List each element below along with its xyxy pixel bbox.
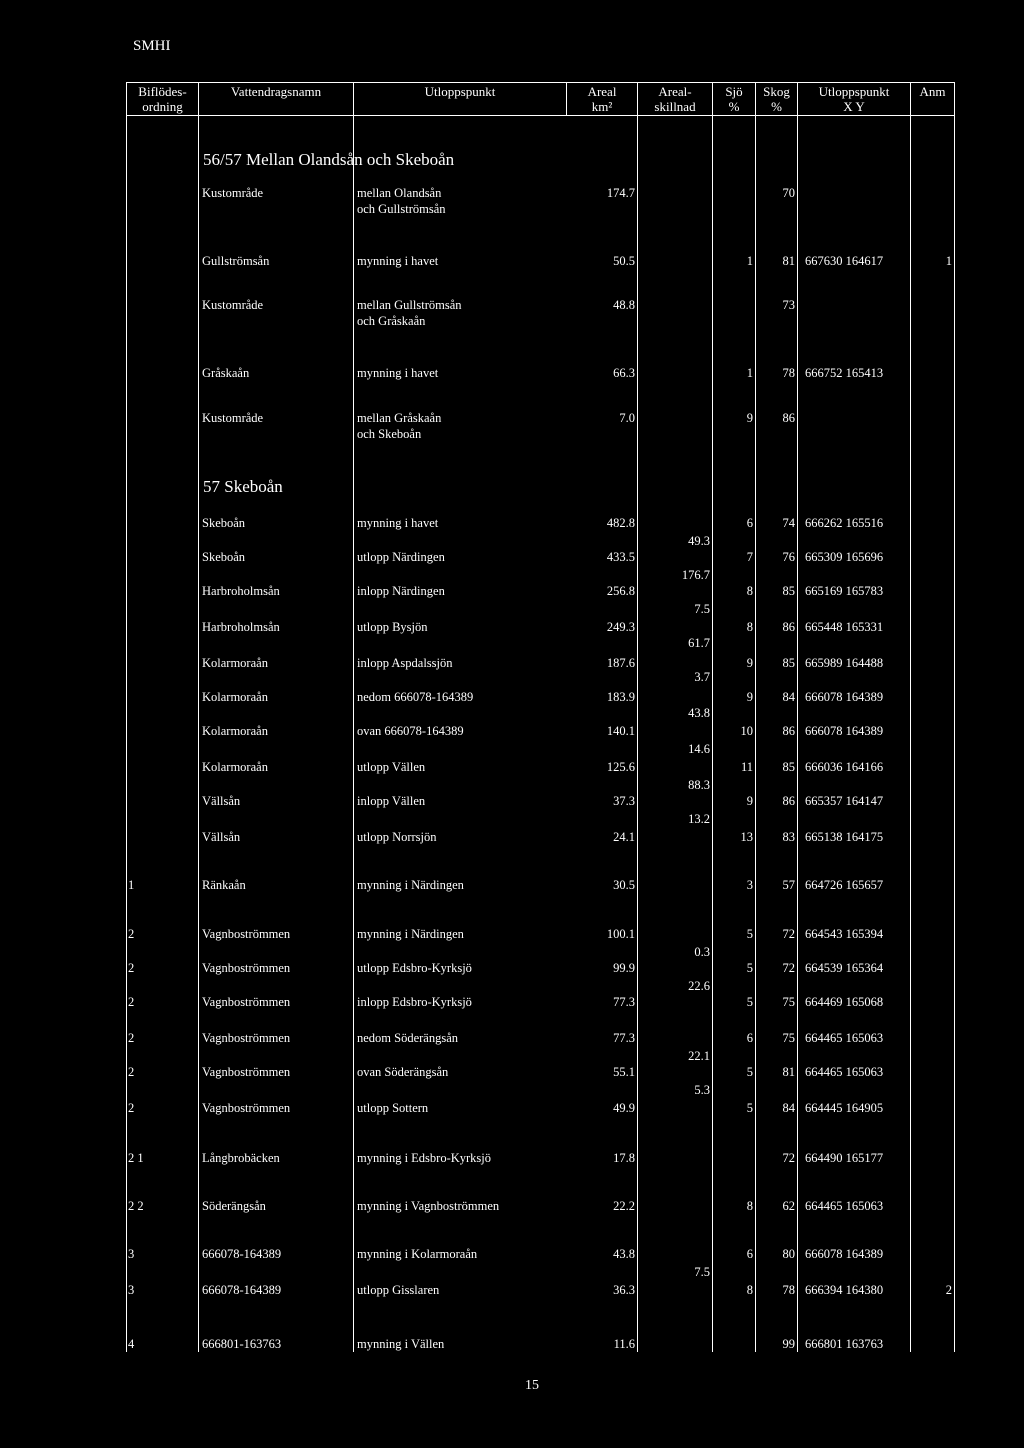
row-area: 174.7 [606,186,635,200]
row-xy: 664465 165063 [805,1065,884,1079]
row-skog: 75 [782,995,795,1009]
row-name: Vällsån [202,830,241,844]
row-outlet: utlopp Sottern [357,1101,429,1115]
row-name: Vagnboströmmen [202,995,291,1009]
row-name: Kolarmoraån [202,760,268,774]
row-skog: 84 [782,690,795,704]
col-header-utloppspunkt: Utloppspunkt [424,84,496,99]
row-sjo: 5 [746,1101,753,1115]
row-skog: 81 [782,1065,795,1079]
row-xy: 665989 164488 [805,656,884,670]
row-outlet: inlopp Edsbro-Kyrksjö [357,995,472,1009]
row-xy: 664539 165364 [805,961,884,975]
row-order: 2 1 [128,1151,144,1165]
row-outlet: utlopp Vällen [357,760,426,774]
area-difference: 61.7 [688,636,710,650]
row-skog: 85 [782,656,795,670]
row-skog: 78 [782,366,795,380]
row-outlet: mynning i Edsbro-Kyrksjö [357,1151,492,1165]
row-sjo: 8 [746,584,753,598]
row-xy: 665169 165783 [805,584,884,598]
row-order: 2 2 [128,1199,144,1213]
row-skog: 70 [782,186,795,200]
row-skog: 72 [782,927,795,941]
row-xy: 664726 165657 [805,878,884,892]
row-order: 2 [128,1065,135,1079]
row-sjo: 5 [746,927,753,941]
col-divider [637,82,638,1352]
row-skog: 85 [782,584,795,598]
row-name: Kustområde [202,186,264,200]
row-xy: 666036 164166 [805,760,884,774]
col-divider [910,82,911,1352]
row-outlet: mynning i havet [357,516,439,530]
area-difference: 14.6 [688,742,710,756]
row-skog: 73 [782,298,795,312]
row-sjo: 11 [740,760,753,774]
row-outlet: mellan Olandsån [357,186,442,200]
row-name: Vällsån [202,794,241,808]
row-name: Kustområde [202,411,264,425]
row-sjo: 6 [746,1247,753,1261]
row-xy: 666262 165516 [805,516,884,530]
row-skog: 72 [782,961,795,975]
row-skog: 83 [782,830,795,844]
row-skog: 78 [782,1283,795,1297]
row-name: Kolarmoraån [202,656,268,670]
row-outlet: mynning i Närdingen [357,878,464,892]
row-outlet: utlopp Edsbro-Kyrksjö [357,961,472,975]
row-xy: 664445 164905 [805,1101,884,1115]
row-sjo: 7 [746,550,753,564]
row-skog: 74 [782,516,795,530]
row-xy: 665448 165331 [805,620,884,634]
row-name: Långbrobäcken [202,1151,280,1165]
row-area: 55.1 [613,1065,635,1079]
row-name: Ränkaån [202,878,246,892]
row-xy: 664543 165394 [805,927,884,941]
row-outlet: ovan 666078-164389 [357,724,464,738]
row-xy: 666078 164389 [805,1247,884,1261]
row-outlet: mynning i Närdingen [357,927,464,941]
row-xy: 666078 164389 [805,724,884,738]
row-name: Skeboån [202,550,246,564]
row-skog: 75 [782,1031,795,1045]
row-area: 77.3 [613,995,635,1009]
row-sjo: 6 [746,516,753,530]
row-outlet: utlopp Närdingen [357,550,445,564]
row-order: 1 [128,878,135,892]
col-divider [198,82,199,1352]
row-order: 2 [128,995,135,1009]
row-sjo: 1 [746,366,753,380]
row-skog: 86 [782,724,795,738]
area-difference: 3.7 [694,670,710,684]
area-difference: 5.3 [694,1083,710,1097]
col-header-skog: Skog % [763,84,790,114]
row-name: Kolarmoraån [202,690,268,704]
col-header-bifloden: Biflödes- ordning [138,84,187,114]
row-outlet: mynning i Kolarmoraån [357,1247,478,1261]
area-difference: 43.8 [688,706,710,720]
row-area: 66.3 [613,366,635,380]
row-name: Vagnboströmmen [202,1031,291,1045]
row-xy: 665309 165696 [805,550,884,564]
row-outlet: ovan Söderängsån [357,1065,449,1079]
row-skog: 86 [782,411,795,425]
row-area: 100.1 [606,927,635,941]
row-sjo: 6 [746,1031,753,1045]
row-order: 4 [128,1337,135,1351]
row-sjo: 5 [746,1065,753,1079]
row-area: 140.1 [606,724,635,738]
row-anm: 2 [945,1283,952,1297]
row-name: Vagnboströmmen [202,927,291,941]
area-difference: 49.3 [688,534,710,548]
row-area: 49.9 [613,1101,635,1115]
col-header-areal: Areal km² [587,84,617,114]
row-order: 2 [128,927,135,941]
row-sjo: 1 [746,254,753,268]
row-anm: 1 [945,254,952,268]
row-outlet: inlopp Aspdalssjön [357,656,453,670]
row-area: 17.8 [613,1151,635,1165]
row-outlet-cont: och Gullströmsån [357,202,446,216]
row-sjo: 9 [746,690,753,704]
row-area: 43.8 [613,1247,635,1261]
row-name: Skeboån [202,516,246,530]
row-name: 666078-164389 [202,1247,282,1261]
row-order: 3 [128,1247,135,1261]
table-header-border [126,115,955,116]
row-outlet: mynning i Vällen [357,1337,445,1351]
row-sjo: 10 [740,724,753,738]
row-sjo: 8 [746,1199,753,1213]
area-difference: 22.1 [688,1049,710,1063]
row-outlet: utlopp Norrsjön [357,830,437,844]
header-label: SMHI [133,38,171,54]
col-divider [126,82,127,1352]
row-area: 22.2 [613,1199,635,1213]
row-sjo: 8 [746,1283,753,1297]
row-area: 125.6 [606,760,635,774]
row-area: 11.6 [613,1337,635,1351]
col-header-arealskillnad: Areal- skillnad [654,84,696,114]
row-order: 2 [128,1101,135,1115]
row-outlet: inlopp Närdingen [357,584,445,598]
row-outlet: utlopp Gisslaren [357,1283,440,1297]
row-sjo: 5 [746,995,753,1009]
row-skog: 99 [782,1337,795,1351]
row-area: 482.8 [606,516,635,530]
row-area: 36.3 [613,1283,635,1297]
col-header-sjo: Sjö % [725,84,743,114]
row-order: 3 [128,1283,135,1297]
row-area: 77.3 [613,1031,635,1045]
row-name: Vagnboströmmen [202,1101,291,1115]
row-area: 37.3 [613,794,635,808]
row-skog: 85 [782,760,795,774]
row-skog: 57 [782,878,795,892]
col-divider [797,82,798,1352]
area-difference: 22.6 [688,979,710,993]
row-name: Gullströmsån [202,254,270,268]
row-xy: 666801 163763 [805,1337,884,1351]
row-outlet: utlopp Bysjön [357,620,428,634]
row-xy: 667630 164617 [805,254,884,268]
row-xy: 664465 165063 [805,1199,884,1213]
row-skog: 76 [782,550,795,564]
row-name: 666078-164389 [202,1283,282,1297]
row-skog: 86 [782,794,795,808]
row-area: 50.5 [613,254,635,268]
row-name: Vagnboströmmen [202,1065,291,1079]
area-difference: 13.2 [688,812,710,826]
col-divider [954,82,955,1352]
row-outlet-cont: och Skeboån [357,427,422,441]
row-outlet: mynning i havet [357,254,439,268]
row-area: 433.5 [606,550,635,564]
row-order: 2 [128,1031,135,1045]
row-skog: 84 [782,1101,795,1115]
row-sjo: 9 [746,656,753,670]
row-area: 183.9 [606,690,635,704]
row-area: 30.5 [613,878,635,892]
row-area: 256.8 [606,584,635,598]
row-skog: 62 [782,1199,795,1213]
row-area: 7.0 [619,411,635,425]
row-xy: 666752 165413 [805,366,884,380]
row-area: 99.9 [613,961,635,975]
row-xy: 665138 164175 [805,830,884,844]
row-area: 187.6 [606,656,635,670]
row-name: 666801-163763 [202,1337,282,1351]
col-header-utloppspunkt-xy: Utloppspunkt X Y [818,84,890,114]
page-number: 15 [525,1378,539,1393]
row-area: 48.8 [613,298,635,312]
area-difference: 7.5 [694,1265,710,1279]
row-outlet: inlopp Vällen [357,794,426,808]
row-area: 24.1 [613,830,635,844]
area-difference: 88.3 [688,778,710,792]
section-heading: 57 Skeboån [203,477,283,496]
row-outlet: mynning i havet [357,366,439,380]
row-name: Vagnboströmmen [202,961,291,975]
row-xy: 664469 165068 [805,995,884,1009]
row-xy: 666394 164380 [805,1283,884,1297]
row-name: Gråskaån [202,366,250,380]
area-difference: 0.3 [694,945,710,959]
col-divider [353,82,354,1352]
row-outlet: mellan Gråskaån [357,411,442,425]
area-difference: 176.7 [681,568,710,582]
row-xy: 664490 165177 [805,1151,884,1165]
row-sjo: 13 [740,830,753,844]
row-sjo: 5 [746,961,753,975]
row-skog: 81 [782,254,795,268]
area-difference: 7.5 [694,602,710,616]
row-xy: 666078 164389 [805,690,884,704]
col-header-vattendragsnamn: Vattendragsnamn [230,84,322,99]
row-sjo: 3 [746,878,753,892]
table-top-border [126,82,955,83]
row-outlet: mellan Gullströmsån [357,298,462,312]
row-name: Kustområde [202,298,264,312]
row-order: 2 [128,961,135,975]
row-name: Harbroholmsån [202,620,280,634]
col-divider [712,82,713,1352]
row-sjo: 9 [746,794,753,808]
row-xy: 665357 164147 [805,794,884,808]
row-name: Kolarmoraån [202,724,268,738]
row-name: Söderängsån [202,1199,266,1213]
row-xy: 664465 165063 [805,1031,884,1045]
row-outlet: nedom Söderängsån [357,1031,459,1045]
row-outlet: mynning i Vagnboströmmen [357,1199,500,1213]
row-outlet: nedom 666078-164389 [357,690,474,704]
row-area: 249.3 [606,620,635,634]
row-sjo: 9 [746,411,753,425]
row-outlet-cont: och Gråskaån [357,314,426,328]
row-sjo: 8 [746,620,753,634]
col-header-anm: Anm [919,84,946,99]
row-skog: 80 [782,1247,795,1261]
section-heading: 56/57 Mellan Olandsån och Skeboån [203,150,455,169]
row-skog: 86 [782,620,795,634]
row-name: Harbroholmsån [202,584,280,598]
row-skog: 72 [782,1151,795,1165]
